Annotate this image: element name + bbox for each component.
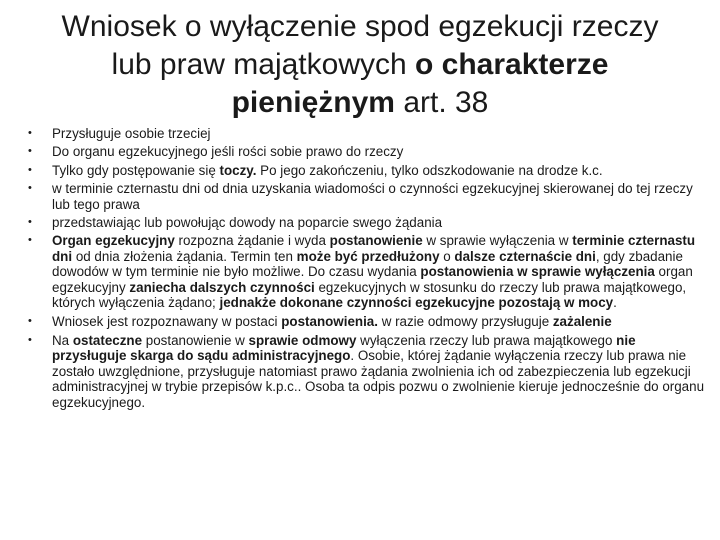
bullet-text: Wniosek jest rozpoznawany w postaci	[52, 314, 282, 330]
bullet-text: przedstawiając lub powołując dowody na poparcie swego żądania	[52, 215, 443, 231]
bullet-text: .	[613, 295, 617, 311]
bullet-text: Do organu egzekucyjnego jeśli rości sobie prawo do rzeczy	[52, 144, 404, 160]
bullet-dot: •	[28, 333, 32, 346]
bullet-text: postanowienie w	[142, 332, 249, 348]
bullet-text: nie przysługuje skarga do sądu administracyjnego	[52, 332, 636, 364]
bullet-list	[22, 126, 712, 413]
bullet-text: zażalenie	[552, 314, 612, 330]
bullet-text: ostateczne	[72, 332, 143, 348]
bullet-text: egzekucyjnych w stosunku do rzeczy lub prawa majątkowego, których wyłączenia żądano;	[52, 279, 687, 311]
bullet-text: toczy.	[219, 162, 257, 178]
bullet-text: , gdy zbadanie dowodów w tym terminie nie było możliwe. Do czasu wydania	[52, 248, 683, 280]
bullet-text: w terminie czternastu dni od dnia uzyskania wiadomości o czynności egzekucyjnej skierowanej do tej rzeczy lub tego prawa	[52, 181, 693, 212]
bullet-text: postanowienia w sprawie wyłączenia	[420, 264, 655, 280]
bullet-dot: •	[28, 182, 32, 195]
bullet-text: organ egzekucyjny	[52, 264, 693, 295]
bullet-text: jednakże dokonane czynności egzekucyjne pozostają w mocy	[219, 295, 614, 311]
bullet-text: rozpozna żądanie i wyda	[174, 233, 330, 249]
title-text-bold: o charakterze pieniężnym	[231, 48, 609, 119]
bullet-text: Przysługuje osobie trzeciej	[52, 126, 211, 141]
bullet-text: wyłączenia rzeczy lub prawa majątkowego	[356, 332, 617, 348]
title-text-2: art. 38	[394, 86, 489, 119]
bullet-text: terminie czternastu dni	[52, 233, 696, 264]
bullet-dot: •	[28, 234, 32, 247]
title-text-1: Wniosek o wyłączenie spod egzekucji rzeczy lub praw majątkowych	[61, 10, 659, 81]
bullet-item	[22, 314, 712, 329]
bullet-text: może być przedłużony	[296, 248, 440, 264]
bullet-item	[22, 215, 712, 230]
bullet-text: zaniecha dalszych czynności	[129, 279, 315, 295]
bullet-dot: •	[28, 145, 32, 158]
bullet-text: od dnia złożenia żądania. Termin ten	[72, 248, 297, 264]
bullet-text: postanowienia.	[281, 314, 378, 330]
bullet-text: Na	[52, 332, 73, 348]
bullet-dot: •	[28, 163, 32, 176]
bullet-text: w razie odmowy przysługuje	[377, 314, 553, 330]
bullet-text: o	[439, 248, 455, 264]
bullet-item	[22, 333, 712, 410]
bullet-text: w sprawie wyłączenia w	[422, 233, 573, 249]
bullet-item	[22, 126, 712, 141]
bullet-dot: •	[28, 315, 32, 328]
slide-title	[40, 8, 680, 122]
bullet-item	[22, 163, 712, 178]
bullet-text: Tylko gdy postępowanie się	[52, 162, 220, 178]
bullet-item	[22, 233, 712, 310]
bullet-text: Organ egzekucyjny	[52, 233, 175, 249]
bullet-text: dalsze czternaście dni	[454, 248, 596, 264]
bullet-dot: •	[28, 127, 32, 139]
bullet-text: postanowienie	[329, 233, 423, 249]
bullet-text: . Osobie, której żądanie wyłączenia rzeczy lub prawa nie zostało uwzględnione, przysługuje natomiast prawo żądania zwolnienia ich od zabezpieczenia lub egzekucji administracyjnej w trybie przepisów k.p.c.. Osoba ta odpis pozwu o zwolnienie kieruje jednocześnie do organu egzekucyjnego.	[52, 348, 705, 410]
bullet-item	[22, 144, 712, 159]
bullet-text: Po jego zakończeniu, tylko odszkodowanie na drodze k.c.	[256, 162, 603, 178]
bullet-item	[22, 181, 712, 212]
bullet-dot: •	[28, 216, 32, 229]
bullet-text: sprawie odmowy	[248, 332, 357, 348]
